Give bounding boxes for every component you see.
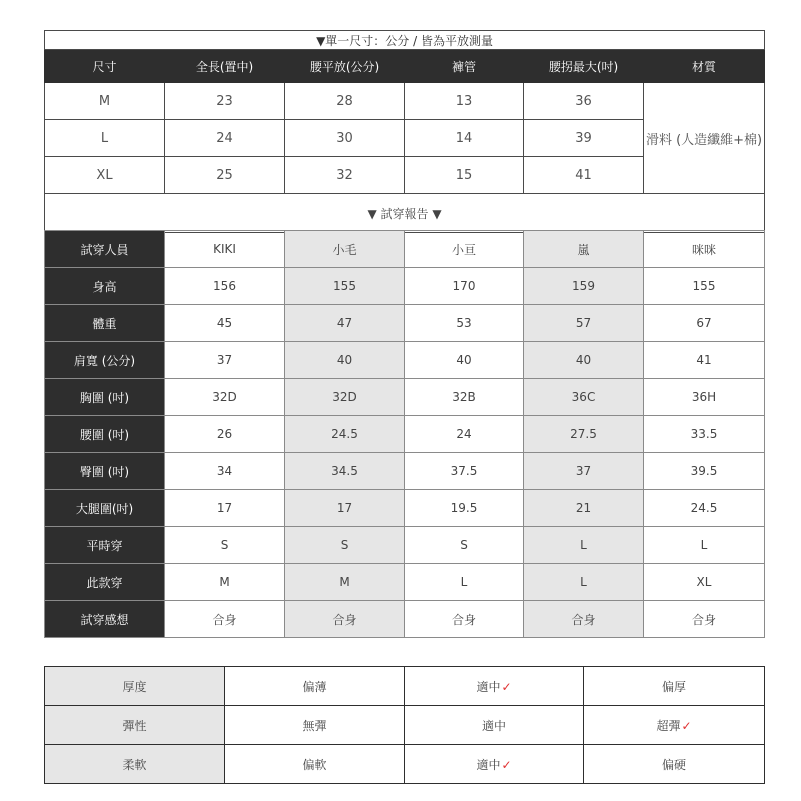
feel-option-cell: [405, 745, 584, 784]
feel-option-cell: [584, 745, 765, 784]
check-mark-icon: ✓: [681, 718, 692, 733]
report-row: [45, 379, 765, 416]
report-cell: 57: [524, 305, 644, 342]
report-cell: KIKI: [165, 231, 285, 268]
check-mark-icon: ✓: [501, 757, 512, 772]
report-row: [45, 564, 765, 601]
feel-row-label: 彈性: [45, 706, 225, 745]
report-row-label: 腰圍 (吋): [45, 416, 165, 453]
report-cell: 34.5: [285, 453, 405, 490]
feel-option-cell: [225, 706, 405, 745]
report-cell: 39.5: [644, 453, 765, 490]
report-cell: 合身: [165, 601, 285, 638]
report-cell: S: [285, 527, 405, 564]
size-table-caption: ▼單一尺寸：公分 / 皆為平放測量: [45, 31, 765, 50]
material-cell: 滑料 (人造纖維+棉): [644, 83, 765, 194]
report-row-label: 身高: [45, 268, 165, 305]
waist-flat-cell: 32: [285, 157, 405, 194]
report-row: [45, 453, 765, 490]
header-waist-flat: 腰平放(公分): [285, 50, 405, 83]
leg-opening-cell: 13: [405, 83, 524, 120]
report-row: [45, 527, 765, 564]
report-cell: M: [165, 564, 285, 601]
size-cell: XL: [45, 157, 165, 194]
fabric-feel-table: [44, 666, 765, 784]
report-cell: 嵐: [524, 231, 644, 268]
report-cell: S: [405, 527, 524, 564]
report-cell: 40: [524, 342, 644, 379]
report-cell: 33.5: [644, 416, 765, 453]
header-leg-opening: 褲管: [405, 50, 524, 83]
report-cell: 小毛: [285, 231, 405, 268]
report-row: [45, 231, 765, 268]
feel-option-cell: [584, 706, 765, 745]
feel-option-label: 超彈: [656, 718, 681, 733]
report-cell: 32D: [165, 379, 285, 416]
report-row: [45, 416, 765, 453]
report-cell: L: [644, 527, 765, 564]
report-title: ▼ 試穿報告 ▼: [45, 194, 765, 233]
report-row-label: 試穿感想: [45, 601, 165, 638]
report-cell: 24.5: [285, 416, 405, 453]
report-cell: 170: [405, 268, 524, 305]
waist-max-cell: 39: [524, 120, 644, 157]
report-cell: 47: [285, 305, 405, 342]
report-cell: 53: [405, 305, 524, 342]
check-mark-icon: ✓: [501, 679, 512, 694]
report-cell: 159: [524, 268, 644, 305]
report-row-label: 試穿人員: [45, 231, 165, 268]
feel-option-cell: [405, 706, 584, 745]
report-cell: 41: [644, 342, 765, 379]
feel-option-cell: [584, 667, 765, 706]
feel-row: [45, 706, 765, 745]
report-cell: 27.5: [524, 416, 644, 453]
feel-option-cell: [225, 745, 405, 784]
size-cell: L: [45, 120, 165, 157]
report-cell: 37: [165, 342, 285, 379]
feel-row-label: 柔軟: [45, 745, 225, 784]
report-cell: 155: [644, 268, 765, 305]
report-cell: 36C: [524, 379, 644, 416]
feel-row: [45, 667, 765, 706]
report-cell: 37: [524, 453, 644, 490]
report-cell: L: [524, 527, 644, 564]
feel-option-label: 適中: [476, 679, 501, 694]
report-cell: 36H: [644, 379, 765, 416]
report-cell: 合身: [644, 601, 765, 638]
length-cell: 24: [165, 120, 285, 157]
report-cell: 34: [165, 453, 285, 490]
report-cell: 40: [405, 342, 524, 379]
header-length: 全長(置中): [165, 50, 285, 83]
report-cell: 156: [165, 268, 285, 305]
report-cell: 40: [285, 342, 405, 379]
report-row-label: 大腿圍(吋): [45, 490, 165, 527]
report-row: [45, 601, 765, 638]
report-row-label: 體重: [45, 305, 165, 342]
report-cell: S: [165, 527, 285, 564]
size-row-m: [45, 83, 765, 120]
report-cell: 155: [285, 268, 405, 305]
leg-opening-cell: 15: [405, 157, 524, 194]
feel-option-label: 偏硬: [661, 757, 686, 772]
report-cell: 21: [524, 490, 644, 527]
report-row: [45, 268, 765, 305]
try-on-report-table: [44, 230, 765, 638]
report-cell: 19.5: [405, 490, 524, 527]
report-row-label: 此款穿: [45, 564, 165, 601]
report-cell: 合身: [405, 601, 524, 638]
report-cell: 67: [644, 305, 765, 342]
report-cell: 32B: [405, 379, 524, 416]
report-cell: L: [405, 564, 524, 601]
report-row-label: 臀圍 (吋): [45, 453, 165, 490]
length-cell: 25: [165, 157, 285, 194]
feel-row: [45, 745, 765, 784]
feel-option-label: 偏厚: [661, 679, 686, 694]
feel-row-label: 厚度: [45, 667, 225, 706]
report-cell: L: [524, 564, 644, 601]
report-cell: 26: [165, 416, 285, 453]
size-cell: M: [45, 83, 165, 120]
header-material: 材質: [644, 50, 765, 83]
report-cell: M: [285, 564, 405, 601]
size-table: [44, 30, 765, 233]
report-cell: 合身: [285, 601, 405, 638]
header-waist-max: 腰拐最大(吋): [524, 50, 644, 83]
report-row-label: 胸圍 (吋): [45, 379, 165, 416]
feel-option-label: 偏薄: [302, 679, 327, 694]
feel-option-label: 適中: [481, 718, 506, 733]
report-cell: 24: [405, 416, 524, 453]
feel-option-label: 偏軟: [302, 757, 327, 772]
report-row: [45, 490, 765, 527]
feel-option-cell: [225, 667, 405, 706]
feel-option-label: 適中: [476, 757, 501, 772]
report-row: [45, 305, 765, 342]
feel-option-label: 無彈: [302, 718, 327, 733]
leg-opening-cell: 14: [405, 120, 524, 157]
report-row-label: 肩寬 (公分): [45, 342, 165, 379]
report-row-label: 平時穿: [45, 527, 165, 564]
report-cell: 45: [165, 305, 285, 342]
report-cell: 24.5: [644, 490, 765, 527]
report-cell: 17: [285, 490, 405, 527]
header-size: 尺寸: [45, 50, 165, 83]
report-cell: 合身: [524, 601, 644, 638]
report-cell: XL: [644, 564, 765, 601]
length-cell: 23: [165, 83, 285, 120]
report-cell: 17: [165, 490, 285, 527]
report-cell: 32D: [285, 379, 405, 416]
waist-max-cell: 41: [524, 157, 644, 194]
report-cell: 37.5: [405, 453, 524, 490]
waist-flat-cell: 30: [285, 120, 405, 157]
waist-max-cell: 36: [524, 83, 644, 120]
report-cell: 咪咪: [644, 231, 765, 268]
feel-option-cell: [405, 667, 584, 706]
report-cell: 小亘: [405, 231, 524, 268]
report-row: [45, 342, 765, 379]
waist-flat-cell: 28: [285, 83, 405, 120]
